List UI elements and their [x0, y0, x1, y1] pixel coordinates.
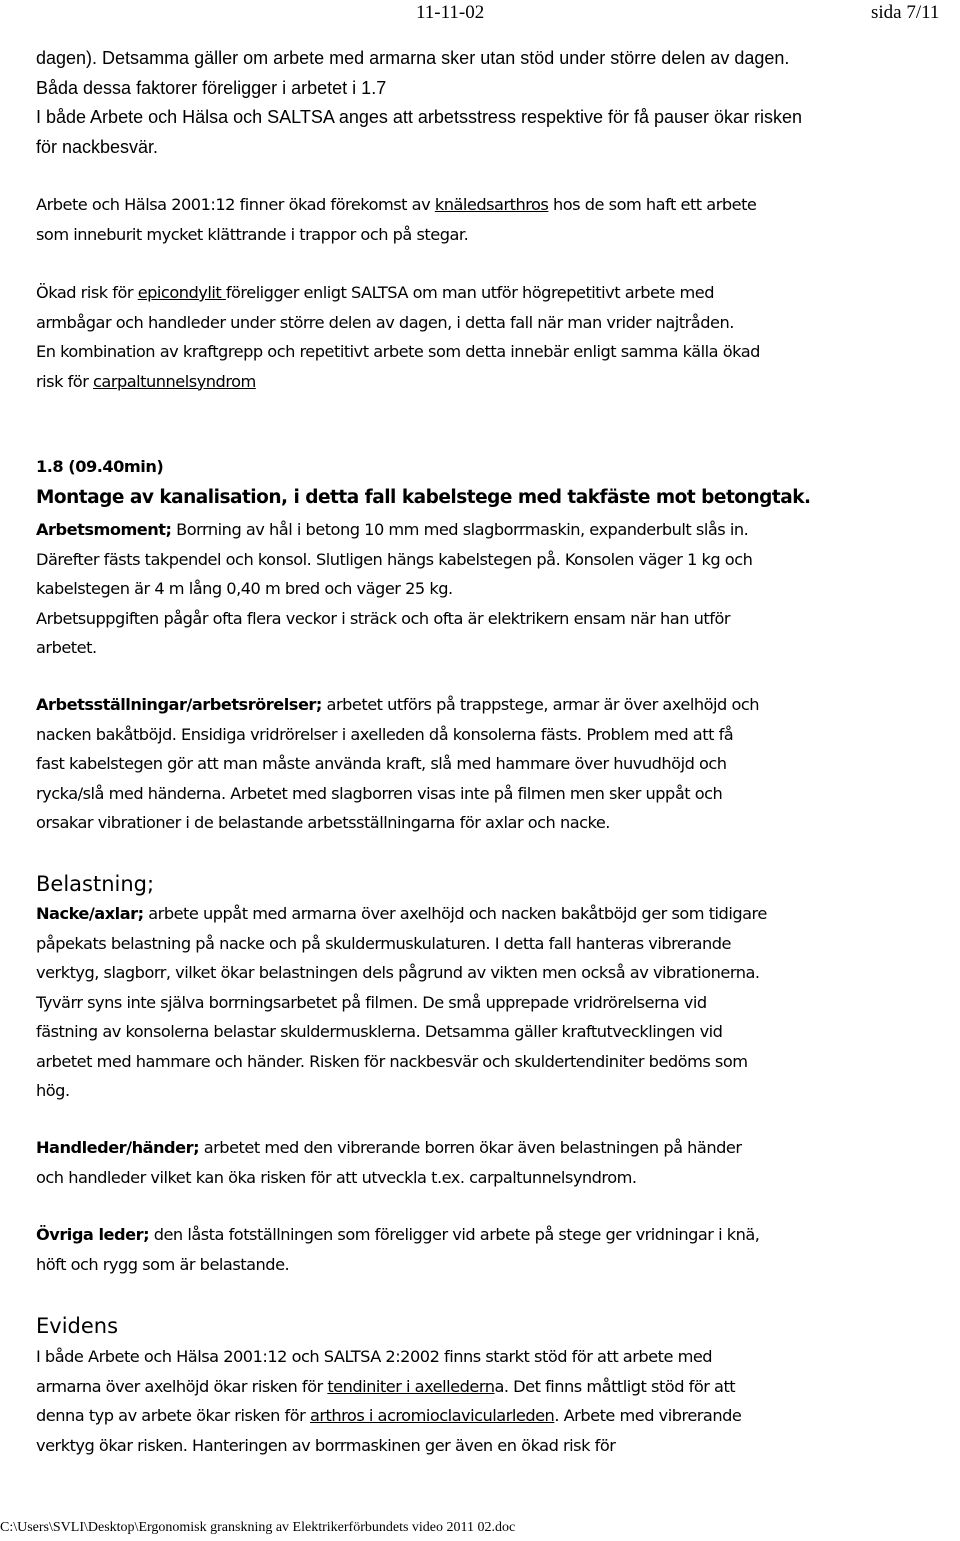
text-line	[36, 367, 956, 397]
text-segment: armarna över axelhöjd ökar risken för	[36, 1376, 328, 1396]
text-line: verktyg ökar risken. Hanteringen av borrmaskinen ger även en ökad risk för	[36, 1435, 616, 1455]
posture-paragraph	[36, 690, 956, 838]
text-segment: arbete uppåt med armarna över axelhöjd och nacken bakåtböjd ger som tidigare	[143, 904, 767, 923]
header-date: 11-11-02	[416, 2, 485, 23]
text-line: hög.	[36, 1081, 70, 1100]
text-line: I både Arbete och Hälsa och SALTSA anges att arbetsstress respektive för få pauser ökar risken	[36, 107, 803, 127]
text-line	[36, 690, 956, 720]
text-line	[36, 899, 956, 929]
text-line	[36, 1401, 956, 1431]
heading-evidens: Evidens	[36, 1314, 119, 1338]
text-line: rycka/slå med händerna. Arbetet med slagborren visas inte på filmen men sker uppåt och	[36, 783, 723, 803]
text-segment: risk för	[36, 371, 94, 391]
text-line: verktyg, slagborr, vilket ökar belastningen dels pågrund av vikten men också av vibrationerna.	[36, 963, 760, 982]
text-segment: arbetet med den vibrerande borren ökar även belastningen på händer	[199, 1138, 742, 1157]
text-segment: hos de som haft ett arbete	[548, 195, 757, 214]
text-line	[36, 1220, 956, 1250]
text-segment: Borrning av hål i betong 10 mm med slagborrmaskin, expanderbult slås in.	[171, 520, 749, 539]
text-segment: arbetet utförs på trappstege, armar är över axelhöjd och	[321, 695, 760, 714]
other-joints-paragraph	[36, 1220, 956, 1279]
footer-file-path: C:\Users\SVLI\Desktop\Ergonomisk granskning av Elektrikerförbundets video 2011 02.doc	[0, 1520, 516, 1535]
text-line: och handleder vilket kan öka risken för att utveckla t.ex. carpaltunnelsyndrom.	[36, 1167, 637, 1187]
label-arbetsmoment: Arbetsmoment;	[36, 520, 172, 539]
text-line: fast kabelstegen gör att man måste använda kraft, slå med hammare över huvudhöjd och	[36, 754, 727, 773]
term-link-knaledsarthros[interactable]: knäledsarthros	[434, 195, 549, 214]
text-line: Därefter fästs takpendel och konsol. Slutligen hängs kabelstegen på. Konsolen väger 1 kg och	[36, 549, 753, 569]
text-line: som inneburit mycket klättrande i trappor och på stegar.	[36, 224, 469, 244]
label-ovriga-leder: Övriga leder;	[36, 1225, 150, 1244]
text-line: höft och rygg som är belastande.	[36, 1254, 290, 1274]
text-line	[36, 1133, 956, 1163]
text-line: dagen). Detsamma gäller om arbete med armarna sker utan stöd under större delen av dagen.	[36, 48, 790, 68]
work-moment-paragraph	[36, 515, 956, 663]
text-line: Båda dessa faktorer föreligger i arbetet i 1.7	[36, 77, 387, 98]
text-segment: Ökad risk för	[36, 283, 138, 302]
intro-paragraph	[36, 44, 956, 162]
text-line: armbågar och handleder under större delen av dagen, i detta fall när man vrider najtråden.	[36, 312, 734, 332]
text-line: Tyvärr syns inte själva borrningsarbetet på filmen. De små upprepade vridrörelserna vid	[36, 992, 707, 1012]
term-link-arthros[interactable]: arthros i acromioclavicularleden	[309, 1406, 555, 1425]
text-line: Arbetsuppgiften pågår ofta flera veckor i sträck och ofta är elektrikern ensam när han utför	[36, 608, 730, 628]
header-page-number: sida 7/11	[871, 2, 940, 23]
text-line: för nackbesvär.	[36, 136, 159, 157]
text-line: nacken bakåtböjd. Ensidiga vridrörelser i axelleden då konsolerna fästs. Problem med att få	[36, 724, 734, 744]
term-link-tendiniter[interactable]: tendiniter i axelledern	[327, 1376, 495, 1396]
label-nacke-axlar: Nacke/axlar;	[36, 904, 144, 923]
text-line: arbetet med hammare och händer. Risken för nackbesvär och skuldertendiniter bedöms som	[36, 1051, 748, 1071]
text-segment: denna typ av arbete ökar risken för	[36, 1406, 310, 1425]
text-line: påpekats belastning på nacke och på skuldermuskulaturen. I detta fall hanteras vibrerande	[36, 933, 731, 953]
evidence-paragraph	[36, 1342, 956, 1460]
text-segment: Arbete och Hälsa 2001:12 finner ökad förekomst av	[36, 195, 435, 214]
elbow-paragraph	[36, 278, 956, 396]
text-segment: . Arbete med vibrerande	[554, 1406, 742, 1425]
hands-paragraph	[36, 1133, 956, 1192]
text-line	[36, 278, 956, 308]
knee-paragraph	[36, 190, 956, 249]
text-line: fästning av konsolerna belastar skuldermusklerna. Detsamma gäller kraftutvecklingen vid	[36, 1022, 723, 1041]
term-link-carpaltunnelsyndrom[interactable]: carpaltunnelsyndrom	[93, 371, 256, 391]
neck-paragraph	[36, 899, 956, 1106]
text-line	[36, 190, 956, 220]
text-segment: a. Det finns måttligt stöd för att	[494, 1376, 736, 1396]
term-link-epicondylit[interactable]: epicondylit	[137, 283, 226, 302]
section-title: Montage av kanalisation, i detta fall kabelstege med takfäste mot betongtak.	[36, 487, 811, 508]
text-line: kabelstegen är 4 m lång 0,40 m bred och väger 25 kg.	[36, 579, 453, 598]
text-segment: den låsta fotställningen som föreligger vid arbete på stege ger vridningar i knä,	[149, 1225, 760, 1244]
text-line: En kombination av kraftgrepp och repetitivt arbete som detta innebär enligt samma källa ökad	[36, 342, 760, 361]
section-number: 1.8 (09.40min)	[36, 457, 164, 476]
text-line: arbetet.	[36, 638, 97, 657]
heading-belastning: Belastning;	[36, 872, 155, 896]
text-segment: föreligger enligt SALTSA om man utför högrepetitivt arbete med	[225, 283, 714, 302]
text-line: I både Arbete och Hälsa 2001:12 och SALTSA 2:2002 finns starkt stöd för att arbete med	[36, 1347, 713, 1366]
text-line	[36, 1372, 956, 1402]
label-arbetsstallningar: Arbetsställningar/arbetsrörelser;	[36, 695, 322, 714]
label-handleder-hander: Handleder/händer;	[36, 1138, 200, 1157]
text-line	[36, 515, 956, 545]
text-line: orsakar vibrationer i de belastande arbetsställningarna för axlar och nacke.	[36, 813, 610, 832]
